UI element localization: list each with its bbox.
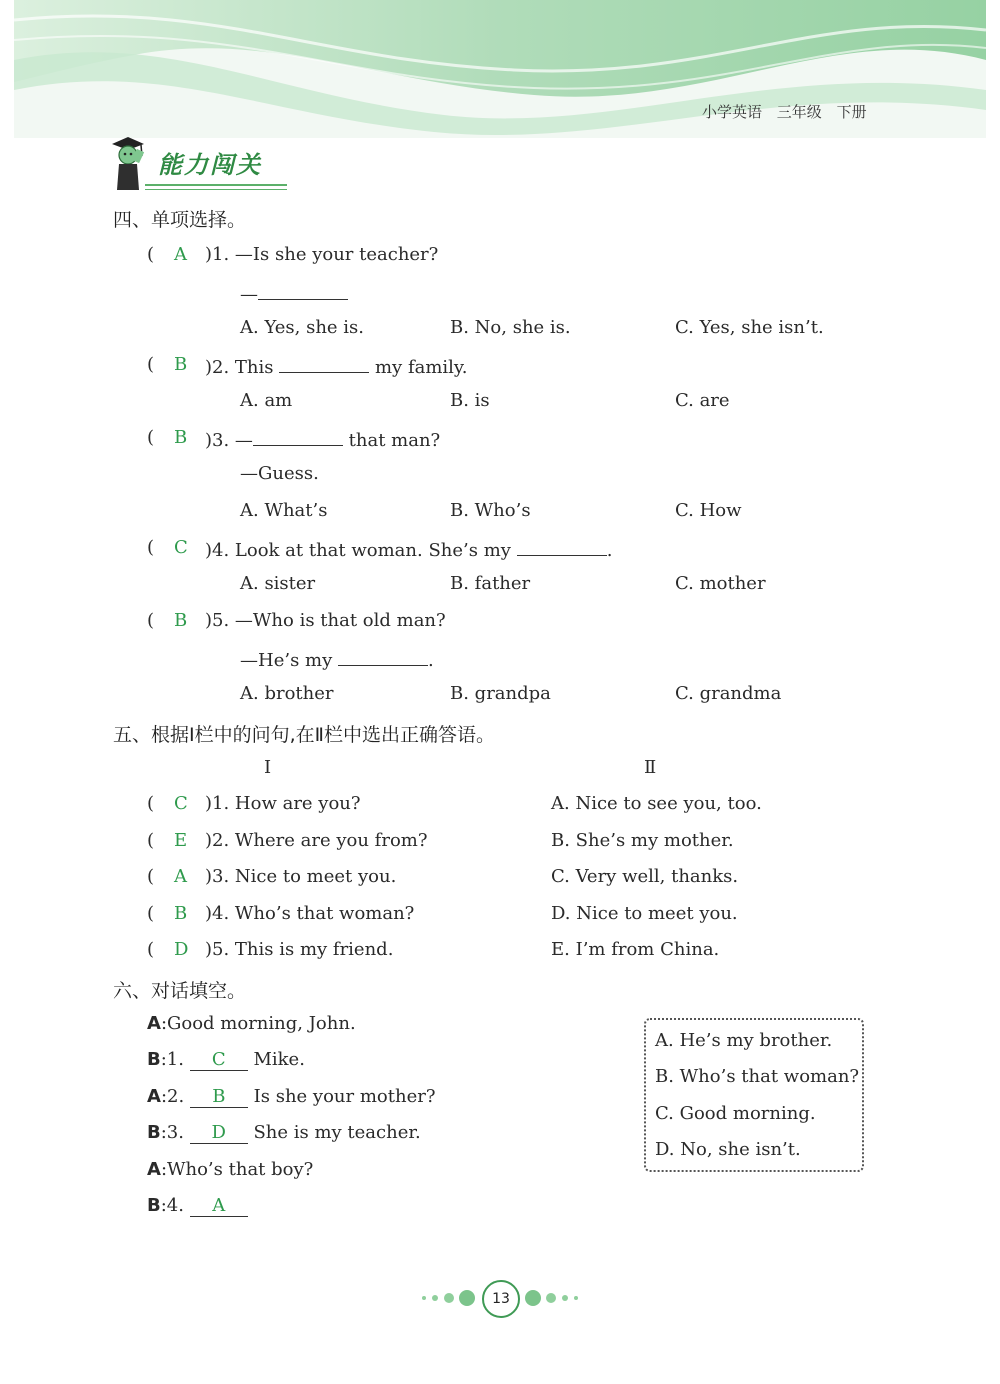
section-title: 能力闯关: [158, 151, 262, 179]
match2-paren: (: [147, 830, 155, 851]
q4-option-c: C. mother: [675, 573, 766, 594]
q3-reply: —Guess.: [240, 463, 319, 484]
page-dot: [574, 1296, 578, 1300]
q3-stem: )3. — that man?: [205, 427, 440, 451]
q1-answer: A: [174, 244, 187, 265]
match3-answer: A: [174, 866, 187, 887]
dialogue-answer-3: D: [190, 1122, 248, 1144]
header-subject: 小学英语: [702, 103, 763, 121]
page-number: 13: [482, 1280, 520, 1318]
box-option-d: D. No, she isn’t.: [655, 1139, 801, 1160]
q3-option-b: B. Who’s: [450, 500, 531, 521]
page-dot: [546, 1293, 556, 1303]
dialogue-line-1: A:Good morning, John.: [147, 1013, 356, 1034]
q4-option-a: A. sister: [240, 573, 316, 594]
column-1-label: Ⅰ: [264, 757, 272, 778]
dialogue-line-2: B:1. C Mike.: [147, 1049, 305, 1070]
part6-heading: 六、对话填空。: [113, 980, 247, 1002]
q3-paren: (: [147, 427, 155, 448]
q4-stem: )4. Look at that woman. She’s my .: [205, 537, 612, 561]
q5-paren: (: [147, 610, 155, 631]
page-dot: [562, 1295, 568, 1301]
match3-question: )3. Nice to meet you.: [205, 866, 397, 887]
match1-answer: C: [174, 793, 188, 814]
q4-paren: (: [147, 537, 155, 558]
dialogue-line-4: B:3. D She is my teacher.: [147, 1122, 421, 1143]
match1-response: A. Nice to see you, too.: [551, 793, 762, 814]
match4-paren: (: [147, 903, 155, 924]
q4-answer: C: [174, 537, 188, 558]
match5-question: )5. This is my friend.: [205, 939, 394, 960]
match2-question: )2. Where are you from?: [205, 830, 428, 851]
title-underline-thin: [145, 189, 287, 190]
q1-stem: )1. —Is she your teacher?: [205, 244, 439, 265]
q1-option-a: A. Yes, she is.: [240, 317, 365, 338]
dialogue-line-5: A:Who’s that boy?: [147, 1159, 314, 1180]
q1-paren: (: [147, 244, 155, 265]
dialogue-line-6: B:4. A: [147, 1195, 248, 1217]
q5-option-c: C. grandma: [675, 683, 782, 704]
q5-stem: )5. —Who is that old man?: [205, 610, 446, 631]
box-option-a: A. He’s my brother.: [655, 1030, 833, 1051]
q5-reply: —He’s my .: [240, 647, 434, 671]
q2-answer: B: [174, 354, 188, 375]
header-volume: 下册: [836, 103, 867, 121]
q3-answer: B: [174, 427, 188, 448]
q5-option-b: B. grandpa: [450, 683, 551, 704]
match1-question: )1. How are you?: [205, 793, 361, 814]
match5-paren: (: [147, 939, 155, 960]
match4-answer: B: [174, 903, 188, 924]
match1-paren: (: [147, 793, 155, 814]
match4-response: D. Nice to meet you.: [551, 903, 738, 924]
q2-stem: )2. This my family.: [205, 354, 467, 378]
page-dot: [422, 1296, 426, 1300]
header-info: [702, 101, 867, 122]
dialogue-line-3: A:2. B Is she your mother?: [147, 1086, 436, 1107]
q2-option-b: B. is: [450, 390, 490, 411]
match4-question: )4. Who’s that woman?: [205, 903, 415, 924]
header-grade: 三年级: [776, 103, 822, 121]
q5-answer: B: [174, 610, 188, 631]
q3-option-a: A. What’s: [240, 500, 328, 521]
page-dot: [459, 1290, 475, 1306]
match5-answer: D: [174, 939, 189, 960]
column-2-label: Ⅱ: [644, 757, 657, 778]
q5-option-a: A. brother: [240, 683, 334, 704]
q1-option-b: B. No, she is.: [450, 317, 571, 338]
q1-reply: —: [240, 281, 348, 305]
q1-option-c: C. Yes, she isn’t.: [675, 317, 824, 338]
graduate-mascot-icon: [108, 134, 148, 194]
q2-option-a: A. am: [240, 390, 293, 411]
match3-paren: (: [147, 866, 155, 887]
q2-paren: (: [147, 354, 155, 375]
page-dot: [444, 1293, 454, 1303]
dialogue-answer-4: A: [190, 1195, 248, 1217]
part5-heading: 五、根据Ⅰ栏中的问句,在Ⅱ栏中选出正确答语。: [113, 724, 495, 746]
part4-heading: 四、单项选择。: [113, 209, 247, 231]
dialogue-answer-1: C: [190, 1049, 248, 1071]
q3-option-c: C. How: [675, 500, 742, 521]
dialogue-answer-2: B: [190, 1086, 248, 1108]
match2-answer: E: [174, 830, 188, 851]
title-underline: [145, 184, 287, 186]
box-option-b: B. Who’s that woman?: [655, 1066, 860, 1087]
box-option-c: C. Good morning.: [655, 1103, 816, 1124]
q2-option-c: C. are: [675, 390, 730, 411]
match2-response: B. She’s my mother.: [551, 830, 734, 851]
match5-response: E. I’m from China.: [551, 939, 720, 960]
q4-option-b: B. father: [450, 573, 531, 594]
page-dot: [432, 1295, 438, 1301]
page-dot: [525, 1290, 541, 1306]
match3-response: C. Very well, thanks.: [551, 866, 739, 887]
